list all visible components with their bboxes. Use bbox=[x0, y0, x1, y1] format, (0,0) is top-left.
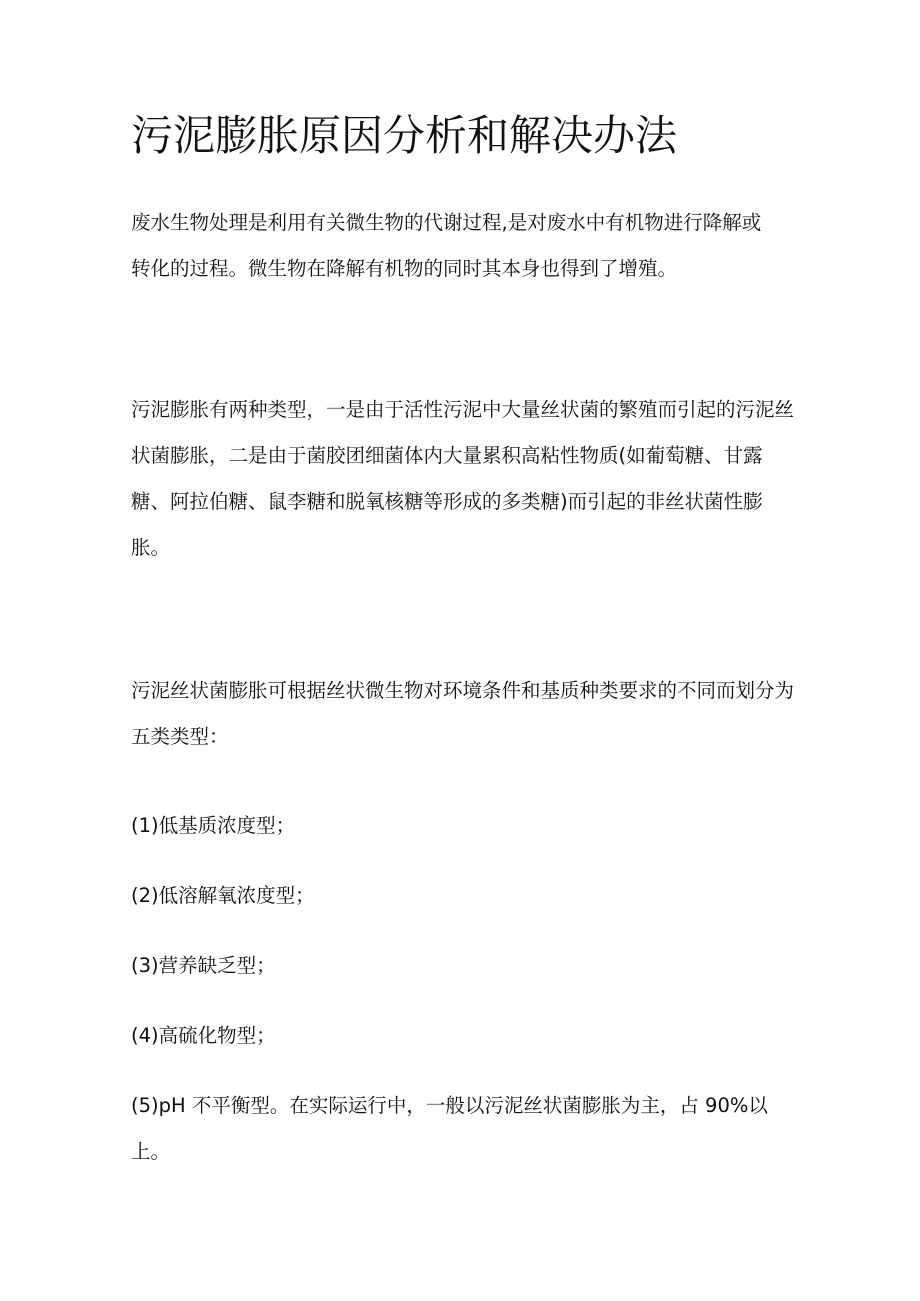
paragraph-filamentous-classification: 污泥丝状菌膨胀可根据丝状微生物对环境条件和基质种类要求的不同而划分为五类类型： bbox=[131, 679, 795, 748]
document-title: 污泥膨胀原因分析和解决办法 bbox=[131, 111, 678, 160]
list-item: (5)pH 不平衡型。在实际运行中，一般以污泥丝状菌膨胀为主，占 90%以上。 bbox=[131, 1094, 768, 1163]
paragraph-bulking-types: 污泥膨胀有两种类型，一是由于活性污泥中大量丝状菌的繁殖而引起的污泥丝状菌膨胀，二是由于菌胶团细菌体内大量累积高粘性物质(如葡萄糖、甘露糖、阿拉伯糖、鼠李糖和脱氧核糖等形成的多类糖)而引起的非丝状菌性膨胀。 bbox=[131, 398, 795, 559]
paragraph-intro: 废水生物处理是利用有关微生物的代谢过程,是对废水中有机物进行降解或转化的过程。微生物在降解有机物的同时其本身也得到了增殖。 bbox=[131, 211, 762, 280]
list-item: (4)高硫化物型； bbox=[131, 1024, 276, 1047]
list-item: (3)营养缺乏型； bbox=[131, 954, 276, 977]
list-item: (1)低基质浓度型； bbox=[131, 814, 296, 837]
list-item: (2)低溶解氧浓度型； bbox=[131, 884, 315, 907]
